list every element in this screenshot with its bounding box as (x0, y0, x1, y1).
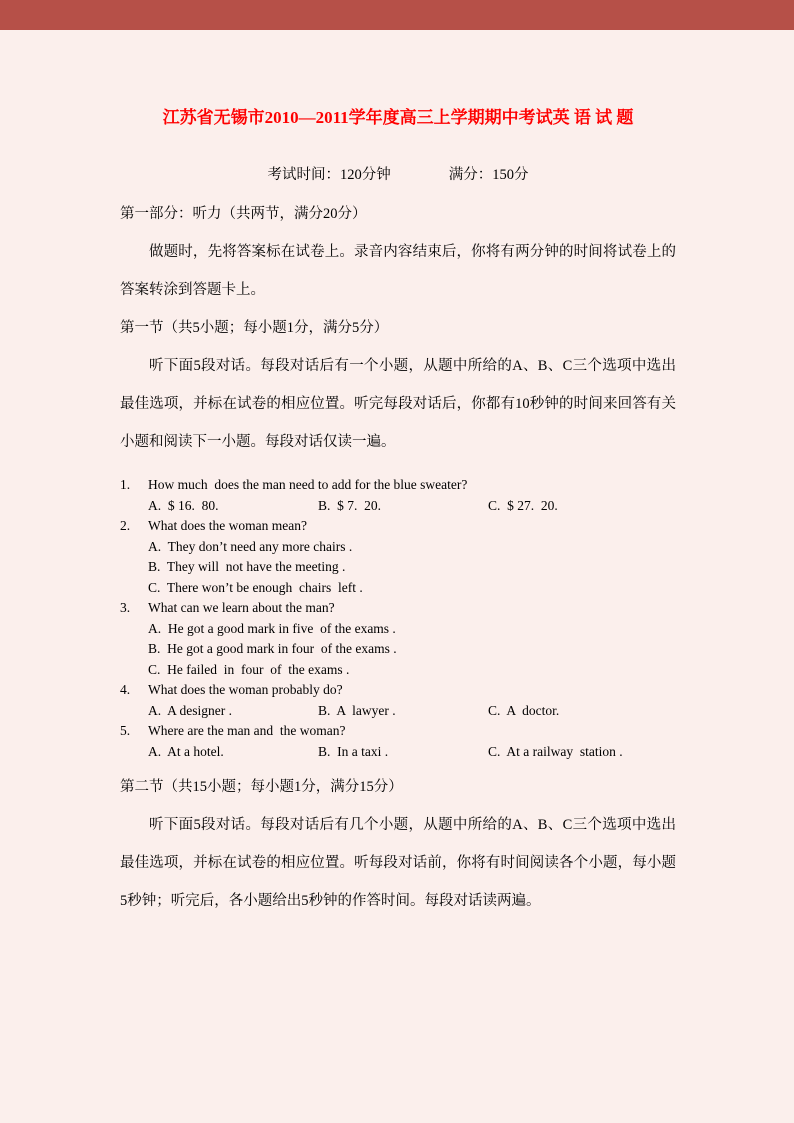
question-1-options-row (120, 496, 676, 517)
option-c: C. At a railway station . (488, 743, 623, 759)
option-b: B. They will not have the meeting . (148, 559, 346, 574)
option-c: C. $ 27. 20. (488, 497, 558, 513)
question-number: 2. (120, 518, 131, 533)
question-2-line (120, 516, 676, 537)
option-c: C. He failed in four of the exams . (148, 661, 350, 677)
document-content (0, 107, 794, 920)
exam-time-text: 考试时间：120分钟 (267, 167, 391, 183)
question-number: 1. (120, 477, 131, 492)
question-3-line (120, 598, 676, 619)
question-5-options-row (120, 742, 676, 763)
part1-instructions: 做题时，先将答案标在试卷上。录音内容结束后，你将有两分钟的时间将试卷上的答案转涂到答题卡上。 (120, 244, 676, 298)
full-score-text: 满分：150分 (448, 167, 529, 183)
top-banner (0, 0, 794, 30)
option-a: A. They don’t need any more chairs . (148, 538, 353, 554)
option-b: B. $ 7. 20. (318, 497, 382, 513)
section2-block (120, 768, 676, 920)
question-text: How much does the man need to add for the blue sweater? (148, 477, 468, 492)
question-4-line (120, 680, 676, 701)
question-number: 3. (120, 600, 131, 615)
option-b: B. He got a good mark in four of the exams . (148, 641, 397, 656)
question-text: What can we learn about the man? (148, 600, 335, 615)
question-5 (120, 721, 676, 762)
section1-instructions: 听下面5段对话。每段对话后有一个小题，从题中所给的A、B、C三个选项中选出最佳选项，并标在试卷的相应位置。听完每段对话后，你都有10秒钟的时间来回答有关小题和阅读下一小题。每段对话仅读一遍。 (120, 358, 676, 450)
question-text: What does the woman probably do? (148, 682, 343, 697)
option-c: C. A doctor. (488, 702, 560, 718)
option-a: A. At a hotel. (148, 743, 224, 759)
option-a: A. He got a good mark in five of the exams . (148, 620, 396, 636)
section1-heading: 第一节（共5小题；每小题1分，满分5分） (120, 320, 389, 336)
section2-instructions: 听下面5段对话。每段对话后有几个小题，从题中所给的A、B、C三个选项中选出最佳选项，并标在试卷的相应位置。听每段对话前，你将有时间阅读各个小题，每小题5秒钟；听完后，各小题给出5秒钟的作答时间。每段对话读两遍。 (120, 817, 676, 909)
exam-info-line (120, 166, 676, 184)
option-a: A. A designer . (148, 702, 232, 718)
question-text: Where are the man and the woman? (148, 723, 346, 738)
option-b: B. A lawyer . (318, 702, 396, 718)
question-2 (120, 516, 676, 598)
question-1-line (120, 475, 676, 496)
question-4-options-row (120, 701, 676, 722)
question-3 (120, 598, 676, 680)
part1-heading: 第一部分：听力（共两节，满分20分） (120, 206, 367, 222)
option-a: A. $ 16. 80. (148, 497, 219, 513)
question-number: 4. (120, 682, 131, 697)
part1-block (120, 195, 676, 461)
section2-heading: 第二节（共15小题；每小题1分，满分15分） (120, 779, 403, 795)
question-number: 5. (120, 723, 131, 738)
option-c: C. There won’t be enough chairs left . (148, 579, 363, 595)
question-5-line (120, 721, 676, 742)
question-text: What does the woman mean? (148, 518, 307, 533)
question-1 (120, 475, 676, 516)
question-list (120, 475, 676, 762)
question-4 (120, 680, 676, 721)
option-b: B. In a taxi . (318, 743, 389, 759)
document-title: 江苏省无锡市2010—2011学年度高三上学期期中考试英 语 试 题 (162, 108, 634, 127)
